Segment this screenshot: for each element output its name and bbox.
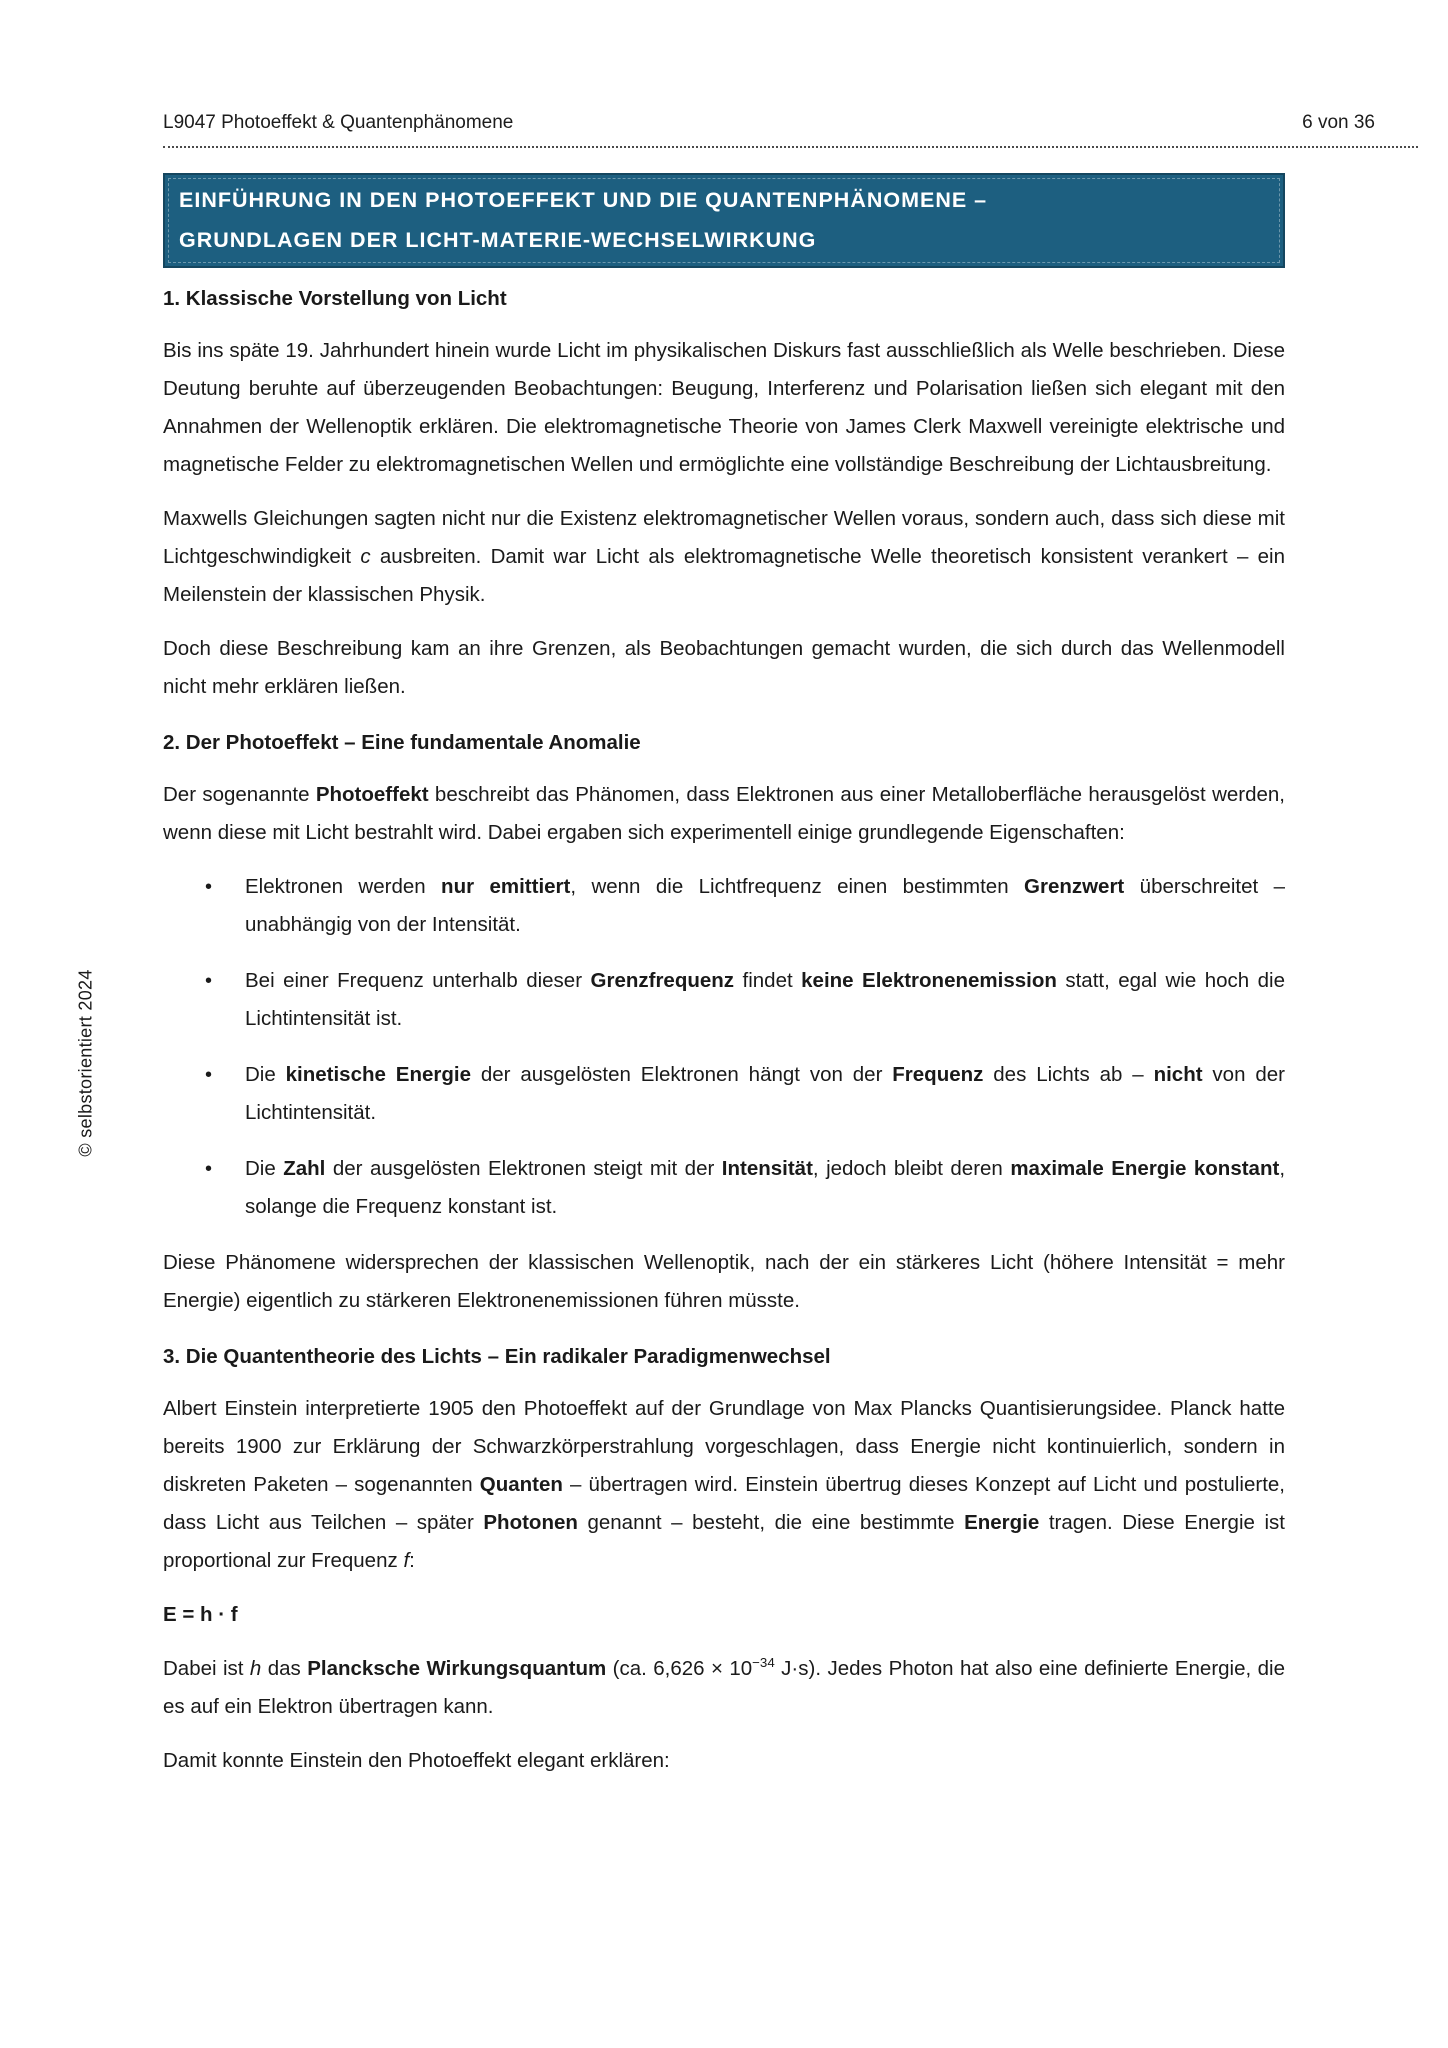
section-heading: 3. Die Quantentheorie des Lichts – Ein radikaler Paradigmenwechsel (163, 1345, 831, 1368)
header-page-number: 6 von 36 (1302, 112, 1375, 133)
text-segment: des Lichts ab – (983, 1063, 1154, 1086)
text-segment: der ausgelösten Elektronen steigt mit der (325, 1157, 722, 1180)
page-header (163, 110, 1375, 136)
text-segment: nicht (1153, 1063, 1203, 1086)
text-segment: : (409, 1549, 415, 1572)
text-segment: Die (245, 1063, 286, 1086)
text-segment: Frequenz (892, 1063, 984, 1086)
bullet-text (245, 1056, 1285, 1132)
bullet-icon: • (205, 1064, 213, 1086)
bullet-item (163, 868, 1285, 944)
body-paragraph (163, 776, 1285, 852)
text-segment: (ca. 6,626 × 10 (606, 1657, 753, 1680)
section-heading: 2. Der Photoeffekt – Eine fundamentale Anomalie (163, 731, 641, 754)
text-segment: −34 (752, 1655, 775, 1671)
text-segment: genannt – besteht, die eine bestimmte (577, 1511, 965, 1534)
text-segment: Energie (964, 1511, 1040, 1534)
text-segment: Grenzfrequenz (590, 969, 735, 992)
bullet-item (163, 1056, 1285, 1132)
text-segment: Die (245, 1157, 284, 1180)
text-segment: von der Lichtintensität. (245, 1063, 1285, 1124)
bullet-item (163, 1150, 1285, 1226)
document-body (163, 262, 1285, 1796)
text-segment: Bis ins späte 19. Jahrhundert hinein wurde Licht im physikalischen Diskurs fast ausschließlich als Welle beschrieben. Diese Deutung beruhte auf überzeugenden Beobachtungen: Beugung, Interferenz und Polarisation ließen sich elegant mit den Annahmen der Wellenoptik erklären. Die elektromagnetische Theorie von James Clerk Maxwell vereinigte elektrische und magnetische Felder zu elektromagnetischen Wellen und ermöglichte eine vollständige Beschreibung der Lichtausbreitung. (163, 339, 1285, 476)
title-banner (163, 173, 1285, 268)
text-segment: statt, egal wie hoch die Lichtintensität ist. (245, 969, 1286, 1030)
text-segment: Diese Phänomene widersprechen der klassischen Wellenoptik, nach der ein stärkeres Licht (höhere Intensität = mehr Energie) eigentlich zu stärkeren Elektronenemissionen führen müsste. (163, 1251, 1285, 1312)
header-divider (163, 146, 1418, 148)
bullet-text (245, 868, 1285, 944)
formula-line: E = h · f (163, 1603, 238, 1626)
text-segment: h (249, 1657, 262, 1680)
bullet-list (163, 868, 1285, 1226)
text-segment: , solange die Frequenz konstant ist. (245, 1157, 1286, 1218)
text-segment: überschreitet – unabhängig von der Intensität. (245, 875, 1285, 936)
text-segment: ausbreiten. Damit war Licht als elektromagnetische Welle theoretisch konsistent verankert – ein Meilenstein der klassischen Physik. (163, 545, 1285, 606)
text-segment: Plancksche Wirkungsquantum (307, 1657, 607, 1680)
copyright-watermark: © selbstorientiert 2024 (75, 969, 96, 1157)
body-paragraph (163, 1244, 1285, 1320)
body-paragraph (163, 630, 1285, 706)
text-segment: J·s). Jedes Photon hat also eine definierte Energie, die es auf ein Elektron übertragen kann. (163, 1657, 1285, 1718)
text-segment: , jedoch bleibt deren (812, 1157, 1011, 1180)
title-line-1: EINFÜHRUNG IN DEN PHOTOEFFEKT UND DIE QUANTENPHÄNOMENE – (179, 188, 988, 212)
text-segment: Doch diese Beschreibung kam an ihre Grenzen, als Beobachtungen gemacht wurden, die sich durch das Wellenmodell nicht mehr erklären ließen. (163, 637, 1285, 698)
text-segment: der ausgelösten Elektronen hängt von der (470, 1063, 893, 1086)
text-segment: Der sogenannte (163, 783, 316, 806)
body-paragraph (163, 500, 1285, 614)
content-blocks (163, 280, 1285, 1780)
text-segment: – übertragen wird. Einstein übertrug dieses Konzept auf Licht und postulierte, dass Licht aus Teilchen – später (163, 1473, 1285, 1534)
bullet-item (163, 962, 1285, 1038)
body-paragraph (163, 332, 1285, 484)
text-segment: keine Elektronenemission (801, 969, 1057, 992)
bullet-text (245, 962, 1285, 1038)
body-paragraph (163, 1650, 1285, 1726)
bullet-icon: • (205, 1158, 213, 1180)
text-segment: Albert Einstein interpretierte 1905 den Photoeffekt auf der Grundlage von Max Plancks Quantisierungsidee. Planck hatte bereits 1900 zur Erklärung der Schwarzkörperstrahlung vorgeschlagen, dass Energie nicht kontinuierlich, sondern in diskreten Paketen – sogenannten (163, 1397, 1285, 1496)
text-segment: Photoeffekt (315, 783, 429, 806)
text-segment: nur emittiert (441, 875, 571, 898)
bullet-text (245, 1150, 1285, 1226)
body-paragraph (163, 1390, 1285, 1580)
bullet-icon: • (205, 876, 213, 898)
text-segment: findet (734, 969, 802, 992)
text-segment: Photonen (483, 1511, 578, 1534)
title-line-2: GRUNDLAGEN DER LICHT-MATERIE-WECHSELWIRKUNG (179, 228, 817, 252)
text-segment: Maxwells Gleichungen sagten nicht nur die Existenz elektromagnetischer Wellen voraus, sondern auch, dass sich diese mit Lichtgeschwindigkeit (163, 507, 1285, 568)
text-segment: tragen. Diese Energie ist proportional zur Frequenz (163, 1511, 1285, 1572)
text-segment: das (261, 1657, 308, 1680)
text-segment: Quanten (479, 1473, 563, 1496)
text-segment: kinetische Energie (285, 1063, 471, 1086)
text-segment: , wenn die Lichtfrequenz einen bestimmten (570, 875, 1025, 898)
text-segment: f (403, 1549, 410, 1572)
bullet-icon: • (205, 970, 213, 992)
text-segment: Zahl (283, 1157, 326, 1180)
header-course-title: L9047 Photoeffekt & Quantenphänomene (163, 112, 514, 133)
section-heading: 1. Klassische Vorstellung von Licht (163, 287, 507, 310)
text-segment: Grenzwert (1024, 875, 1125, 898)
text-segment: Damit konnte Einstein den Photoeffekt elegant erklären: (163, 1749, 670, 1772)
text-segment: Intensität (721, 1157, 813, 1180)
text-segment: Bei einer Frequenz unterhalb dieser (245, 969, 591, 992)
text-segment: beschreibt das Phänomen, dass Elektronen aus einer Metalloberfläche herausgelöst werden, wenn diese mit Licht bestrahlt wird. Dabei ergaben sich experimentell einige grundlegende Eigenschaften: (163, 783, 1286, 844)
text-segment: maximale Energie konstant (1010, 1157, 1280, 1180)
text-segment: c (360, 545, 371, 568)
text-segment: Elektronen werden (245, 875, 442, 898)
text-segment: Dabei ist (163, 1657, 250, 1680)
body-paragraph (163, 1742, 1285, 1780)
